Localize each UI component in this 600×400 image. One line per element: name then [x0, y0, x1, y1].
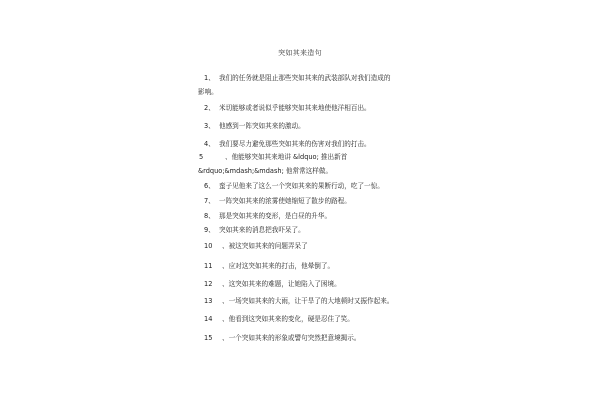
list-item: [204, 279, 341, 289]
item-text: 米切能够或者说似乎能够突如其来地使他洋相百出。: [219, 104, 371, 112]
item-number: 1、: [204, 74, 215, 82]
item-text: 、被这突如其来的问题弄呆了: [222, 242, 308, 250]
item-text: 、这突如其来的难题，让她陷入了困境。: [222, 280, 341, 288]
list-item: [204, 181, 384, 191]
list-item: [198, 87, 218, 97]
item-text: 那是突如其来的变形，是白昼的升华。: [219, 212, 332, 220]
item-text: 我们的任务就是阻止那些突如其来的武装部队对我们造成的: [219, 74, 391, 82]
item-text: &rdquo;&mdash;&mdash; 他常常这样做。: [198, 167, 333, 175]
item-text: 我们要尽力避免那些突如其来的伤害对我们的打击。: [219, 140, 371, 148]
item-number: 3、: [204, 122, 215, 130]
item-number: 13: [204, 297, 213, 305]
list-item: [204, 196, 351, 206]
item-text: 、一场突如其来的大雨，让干旱了的大地顿时又振作起来。: [222, 297, 394, 305]
item-text: 突如其来的消息把我吓呆了。: [219, 226, 305, 234]
list-item: [204, 314, 354, 324]
item-number: 6、: [204, 182, 215, 190]
list-item: [204, 73, 390, 83]
document-title: 突如其来造句: [278, 49, 322, 57]
item-text: 一阵突如其来的浓雾使她缩短了散步的路程。: [219, 197, 351, 205]
list-item: [204, 241, 308, 251]
item-number: 15: [204, 334, 213, 342]
list-item: [204, 296, 393, 306]
item-number: 8、: [204, 212, 215, 220]
list-item: [204, 333, 360, 343]
item-text: 、他看到这突如其来的变化，硬是忍住了笑。: [222, 315, 354, 323]
item-text: 、一个突如其来的形象或譬句突然把意境揭示。: [222, 334, 361, 342]
list-item: [204, 225, 305, 235]
list-item: [198, 166, 332, 176]
list-item: [204, 139, 371, 149]
item-text: 影响。: [198, 88, 218, 96]
item-number: 14: [204, 315, 213, 323]
item-number: 2、: [204, 104, 215, 112]
list-item: [204, 103, 371, 113]
item-text: 、应对这突如其来的打击，他晕倒了。: [222, 262, 335, 270]
item-number: 5: [199, 153, 204, 161]
list-item: [204, 121, 305, 131]
list-item: [204, 261, 334, 271]
item-number: 9、: [204, 226, 215, 234]
item-number: 7、: [204, 197, 215, 205]
item-text: 、他能够突如其来地讲 &ldquo; 推出新首: [225, 153, 348, 161]
list-item: [199, 152, 347, 162]
item-number: 10: [204, 242, 213, 250]
item-number: 12: [204, 280, 213, 288]
item-number: 11: [204, 262, 213, 270]
item-number: 4、: [204, 140, 215, 148]
item-text: 蛮子见他来了这么一个突如其来的果断行动，吃了一惊。: [219, 182, 384, 190]
list-item: [204, 211, 331, 221]
item-text: 他感到一阵突如其来的激动。: [219, 122, 305, 130]
